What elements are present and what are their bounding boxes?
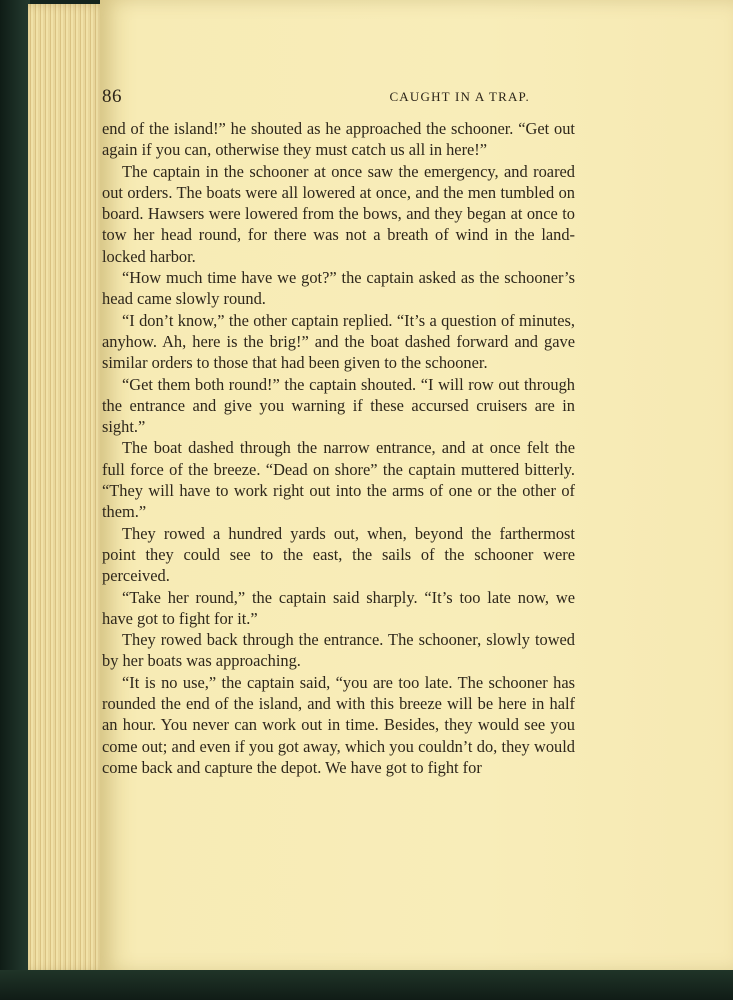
- book-cover-board: [0, 0, 30, 1000]
- paragraph: “Take her round,” the captain said sharply. “It’s too late now, we have got to fight for it.”: [102, 587, 575, 628]
- body-text: [102, 118, 575, 778]
- paragraph: They rowed a hundred yards out, when, beyond the farthermost point they could see to the east, the sails of the schooner were perceived.: [102, 523, 575, 586]
- page-number: 86: [102, 86, 122, 107]
- paragraph: “How much time have we got?” the captain asked as the schooner’s head came slowly round.: [102, 268, 575, 309]
- page-header: [102, 86, 530, 108]
- paragraph: “I don’t know,” the other captain replied. “It’s a question of minutes, anyhow. Ah, here is the brig!” and the boat dashed forward and gave similar orders to those that had been given to the schooner.: [102, 310, 575, 373]
- book-cover-bottom: [0, 970, 733, 1000]
- paragraph: “It is no use,” the captain said, “you are too late. The schooner has rounded the end of the island, and with this breeze will be here in half an hour. You never can work out in time. Besides, they would see you come out; and even if you got away, which you couldn’t do, they would come back and capture the depot. We have got to fight for: [102, 672, 575, 777]
- paragraph: The boat dashed through the narrow entrance, and at once felt the full force of the breeze. “Dead on shore” the captain muttered bitterly. “They will have to work right out into the arms of one or the other of them.”: [102, 438, 575, 522]
- paragraph: The captain in the schooner at once saw the emergency, and roared out orders. The boats were all lowered at once, and the men tumbled on board. Hawsers were lowered from the bows, and they began at once to tow her head round, for there was not a breath of wind in the land-locked harbor.: [102, 161, 575, 266]
- running-head: CAUGHT IN A TRAP.: [389, 89, 530, 104]
- paragraph: They rowed back through the entrance. The schooner, slowly towed by her boats was approaching.: [102, 630, 575, 671]
- page-edges: [28, 4, 108, 972]
- paragraph: end of the island!” he shouted as he approached the schooner. “Get out again if you can, otherwise they must catch us all in here!”: [102, 119, 575, 160]
- paragraph: “Get them both round!” the captain shouted. “I will row out through the entrance and give you warning if these accursed cruisers are in sight.”: [102, 374, 575, 437]
